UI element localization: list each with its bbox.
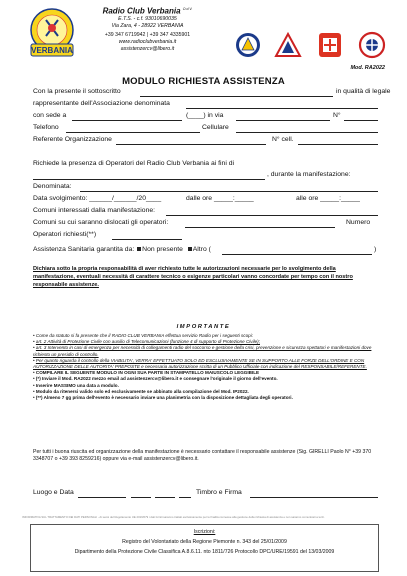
important-item: • Inserire MASSIMO una data a modulo. [33,382,119,388]
module-code: Mod. RA2022 [350,65,385,71]
label-associazione: rappresentante dell'Associazione denominata [33,100,170,107]
field-altro[interactable] [222,254,372,255]
label-comuni-dislocati: Comuni su cui saranno dislocati gli operatori: [33,219,169,226]
label-dalle: dalle ore _____:_____ [186,195,254,202]
label-telefono: Telefono [33,124,59,131]
protezione-civile-piemonte-emblem [272,30,304,60]
important-list [33,333,378,401]
label-assistenza: Assistenza Sanitaria garantita da: [33,246,135,253]
field-comuni-dislocati[interactable] [185,227,335,228]
privacy-disclaimer: INFORMATIVA SUL TRATTAMENTO DEI DATI PERSONALI - Ai sensi del Regolamento UE 2016/679 i dati forniti saranno trattati esclusivamente per le finalità connesse alla gestione della richiesta di assistenza e non saranno comunicati a terzi. [22,515,325,519]
org-address: Via Zara, 4 - 28922 VERBANIA [111,22,184,29]
important-item: • art. 3 Intervento in casi di emergenza per necessità di collegamenti radio del soccorso e gestione della crisi, prevenzione e sicurezza spettatori e manifestazioni dove richiesto un presidio di controllo. [33,345,372,357]
field-sottoscritto[interactable] [140,96,333,97]
radio-club-logo [28,6,76,60]
label-sottoscritto: Con la presente il sottoscritto [33,88,121,95]
protezione-civile-emblem [232,30,264,60]
footer-label: Iscrizioni: [193,529,216,535]
field-sede[interactable] [72,120,182,121]
label-cellulare: Cellulare [202,124,229,131]
partner-emblems [232,30,392,60]
label-via: (____) in via [186,112,224,119]
label-denominata: Denominata: [33,183,72,190]
label-operatori: Operatori richiesti(**) [33,231,97,238]
checkbox-altro[interactable] [188,247,192,251]
field-via[interactable] [236,120,330,121]
label-cell-referente: N° cell. [272,136,294,143]
logo-text: VERBANIA [31,46,73,55]
label-data: Data svolgimento: ______/______/20____ [33,195,162,202]
label-referente: Referente Organizzazione [33,136,112,143]
important-title: IMPORTANTE [176,324,231,330]
label-altro-close: ) [374,246,377,253]
label-numero: N° [333,112,341,119]
field-numero[interactable] [344,120,378,121]
footer-registrations [30,524,379,572]
field-comuni-interessati[interactable] [166,215,378,216]
org-name: Radio Club Verbania [102,6,181,16]
assistenza-sanitaria-row [33,246,211,253]
checkbox-non-presente[interactable] [137,247,141,251]
field-data-yy[interactable] [179,497,191,498]
important-item: • Per quanto riguarda il controllo della VIABILITA', VERRA' EFFETTUATO SOLO ED ESCLUSIVAMENTE SE IN SUPPORTO ALLE FORZE DELL'ORDINE E CON AUTORIZZAZIONE DELLE AUTORITA' PREPOSTE e necessaria autorizzazione scritta di un Pubblico Ufficiale con indicazione del RESPONSABILE/REFERENTE. [33,357,367,370]
field-data-mm[interactable] [155,497,175,498]
field-cell-referente[interactable] [298,144,378,145]
field-telefono[interactable] [66,132,200,133]
label-alle: alle ore _____:_____ [296,195,360,202]
org-phones: +39 347 6719942 | +39 347 4335901 [104,31,191,38]
contact-text: Per tutti i buona riuscita ed organizzazione della manifestazione è necessario contattare il responsabile assistenze (Sig. GIRELLI Paolo N° +39 370 3348707 o +39 393 8259216) oppure via e-mail assistenzercv@libero.it. [33,449,372,462]
footer-line2: Dipartimento della Protezione Civile Classifica A.8.6.11. nto 1811/726 Protocollo DPC/URE/19591 del 13/03/2009 [74,549,335,555]
field-associazione[interactable] [186,108,378,109]
important-item: • art. 2 Attività di Protezione Civile con ausilio di Telecomunicazioni (funzione 4 di supporto di Protezione Civile); [33,339,260,345]
field-fini[interactable] [33,179,265,180]
org-suffix: O.d.V. [182,7,193,11]
page-title: MODULO RICHIESTA ASSISTENZA [122,76,285,87]
important-item: • Modulo da ritenersi valido solo ed esclusivamente se abbinato alla compilazione del Mod. IP2022. [33,388,249,394]
label-non-presente: Non presente [142,246,183,253]
footer-line1: Registro del Volontariato della Regione Piemonte n. 343 del 25/01/2009 [122,539,287,545]
important-item: • COMPILARE IL SEGUENTE MODULO IN OGNI SUA PARTE IN STAMPATELLO MAIUSCOLO LEGGIBILE [33,370,260,376]
org-ets: E.T.S. - c.f. 93010690035 [118,15,177,22]
important-item: • Come da statuto si fa presente che il RADIO CLUB VERBANIA effettua servizio Radio per i seguenti scopi: [33,333,254,338]
field-cellulare[interactable] [236,132,378,133]
label-altro: Altro ( [192,246,211,253]
fir-cb-emblem [314,30,346,60]
declaration-text: Dichiara sotto la propria responsabilità di aver richiesto tutte le autorizzazioni necessarie per lo svolgimento della manifestazione, eventuali necessità di carattere tecnico o esigenze particolari vanno concordate per tempo con il nostro responsabile assistenze. [33,266,353,288]
label-comuni-interessati: Comuni interessati dalla manifestazione: [33,207,156,214]
org-web[interactable]: www.radioclubverbania.it [118,38,177,45]
label-qualita: in qualità di legale [336,88,391,95]
field-operatori[interactable] [112,239,182,240]
important-item: • (**) Almeno 7 gg prima dell'evento è necessario inviare una planimetria con la disposizione dettagliata degli operatori. [33,395,293,401]
field-luogo[interactable] [78,497,126,498]
org-email[interactable]: assistenzercv@libero.it [120,45,175,52]
label-numero-operatori: Numero [346,219,371,226]
field-data-dd[interactable] [131,497,151,498]
text-richiede: Richiede la presenza di Operatori del Radio Club Verbania ai fini di [33,160,235,167]
field-referente[interactable] [116,144,266,145]
field-firma[interactable] [250,497,378,498]
label-sede: con sede a [33,112,67,119]
field-denominata[interactable] [80,191,378,192]
label-timbro-firma: Timbro e Firma [196,489,242,496]
header-text [80,5,215,53]
provincia-vco-emblem [356,30,388,60]
text-durante: , durante la manifestazione: [267,171,351,178]
label-luogo-data: Luogo e Data [33,489,74,496]
important-item: • (*) Inviare il Mod. RA2022 mezzo email ad assistenzercv@libero.it e consegnare l'originale il giorno dell'evento. [33,376,278,382]
